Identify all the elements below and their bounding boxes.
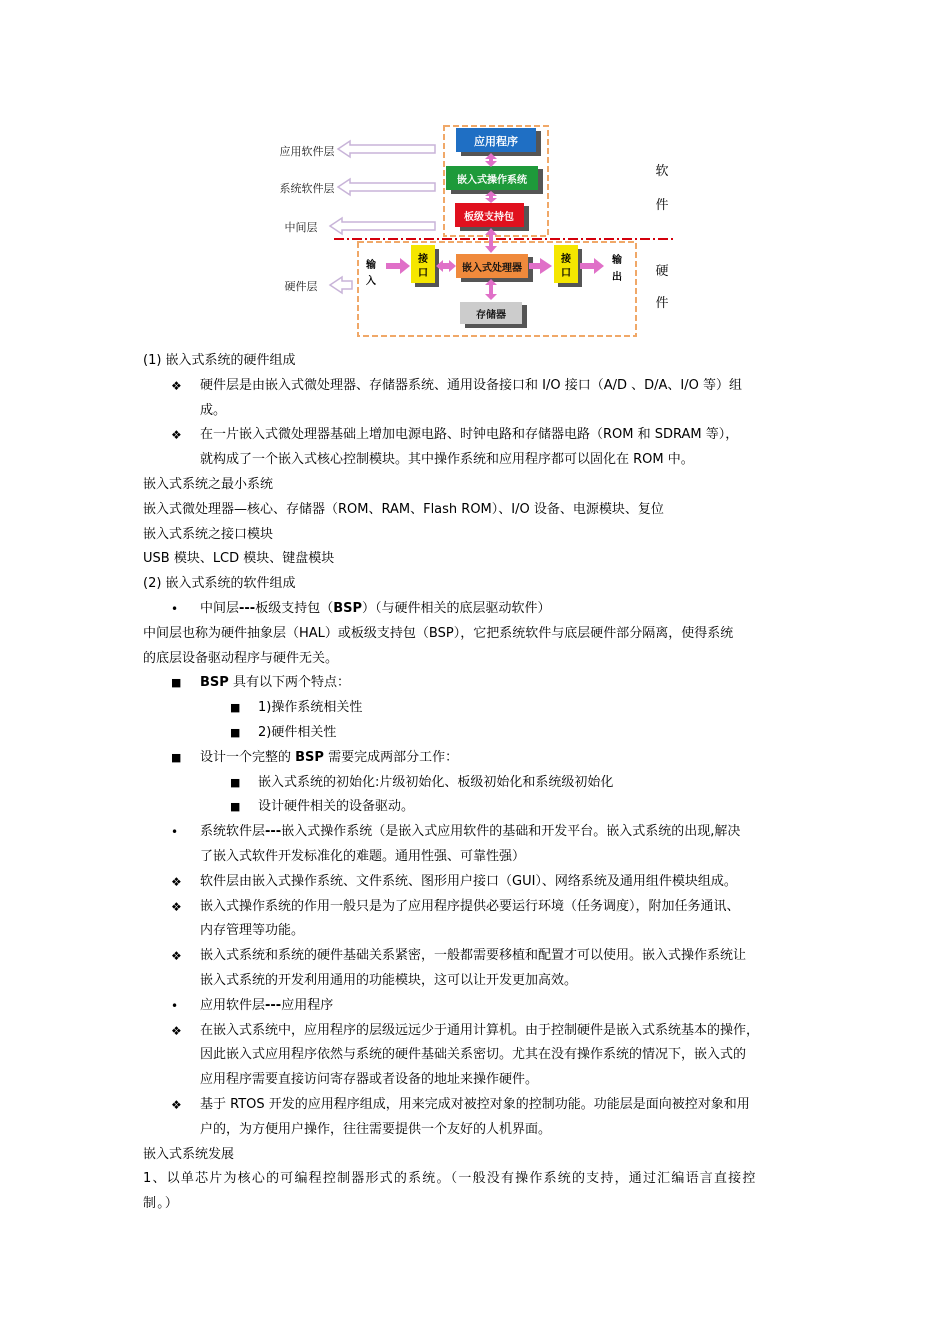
bullet-text: 应用程序 xyxy=(281,997,334,1013)
bullet-rtos xyxy=(143,1093,823,1118)
label-system-layer: 系统软件层 xyxy=(279,182,335,195)
heading-development xyxy=(143,1143,823,1168)
heading-hardware-text: (1) 嵌入式系统的硬件组成 xyxy=(143,353,296,368)
paragraph-text: 1、以单芯片为核心的可编程控制器形式的系统。（一般没有操作系统的支持，通过汇编语言直接控 xyxy=(143,1171,757,1187)
architecture-diagram-svg xyxy=(0,0,950,350)
diamond-bullet-icon: ❖ xyxy=(171,378,182,393)
diamond-bullet-icon: ❖ xyxy=(171,1097,182,1112)
square-bullet-icon: ■ xyxy=(230,775,241,789)
square-bullet-icon: ■ xyxy=(171,750,182,764)
square-bullet-icon: ■ xyxy=(230,725,241,739)
paragraph xyxy=(143,498,823,523)
bullet-text: 软件层由嵌入式操作系统、文件系统、图形用户接口（GUI）、网络系统及通用组件模块组成。 xyxy=(200,873,737,889)
input-label-1: 输 xyxy=(366,260,376,271)
dot-bullet-icon: • xyxy=(171,998,179,1013)
bullet-text: ）（与硬件相关的底层驱动软件） xyxy=(362,600,551,616)
paragraph xyxy=(143,622,823,647)
bullet-continuation xyxy=(143,1118,823,1143)
bullet-text: 需要完成两部分工作： xyxy=(323,749,459,765)
label-middle-layer: 中间层 xyxy=(284,221,318,234)
sub-bullet-text: 设计硬件相关的设备驱动。 xyxy=(258,799,415,815)
diamond-bullet-icon: ❖ xyxy=(171,428,182,443)
output-label-1: 输 xyxy=(612,255,622,266)
port-left-label-2: 口 xyxy=(418,268,428,279)
bullet-text-bold: BSP xyxy=(295,749,324,765)
diamond-bullet-icon: ❖ xyxy=(171,899,182,914)
sub-bullet xyxy=(143,721,823,746)
bullet-core-module xyxy=(143,423,823,448)
os-block-label: 嵌入式操作系统 xyxy=(457,175,527,186)
bullet-text-bold: BSP xyxy=(200,675,229,691)
bullet-text: 嵌入式操作系统的作用一般只是为了应用程序提供必要运行环境（任务调度），附加任务通讯、 xyxy=(200,898,740,914)
diamond-bullet-icon: ❖ xyxy=(171,874,182,889)
square-bullet-icon: ■ xyxy=(171,676,182,690)
bullet-text: 嵌入式系统和系统的硬件基础关系紧密，一般都需要移植和配置才可以使用。嵌入式操作系统让 xyxy=(200,948,747,964)
bullet-continuation xyxy=(143,845,823,870)
bullet-continuation xyxy=(143,1043,823,1068)
bullet-text: 应用软件层 xyxy=(200,997,266,1013)
sub-bullet xyxy=(143,696,823,721)
bullet-text-bold: --- xyxy=(265,997,282,1013)
sub-bullet-text: 2)硬件相关性 xyxy=(258,724,337,740)
arrow-cpu-memory xyxy=(485,279,497,300)
diamond-bullet-icon: ❖ xyxy=(171,949,182,964)
bullet-text: 硬件层是由嵌入式微处理器、存储器系统、通用设备接口和 I/O 接口（A/D 、D/A、I/O 等）组 xyxy=(200,377,742,393)
paragraph xyxy=(143,647,823,672)
bullet-continuation xyxy=(143,448,823,473)
paragraph xyxy=(143,1192,823,1217)
bullet-software-layer xyxy=(143,870,823,895)
heading-hardware xyxy=(143,349,823,374)
port-left-label-1: 接 xyxy=(418,254,428,265)
bullet-text: 具有以下两个特点： xyxy=(228,675,350,691)
memory-block-label: 存储器 xyxy=(476,310,506,321)
label-hardware-layer: 硬件层 xyxy=(284,280,318,293)
paragraph-text: 嵌入式系统之接口模块 xyxy=(143,526,274,542)
bullet-text: 设计一个完整的 xyxy=(200,749,296,765)
arrow-bsp-cpu xyxy=(485,228,497,253)
bullet-text: 成。 xyxy=(200,402,227,418)
dot-bullet-icon: • xyxy=(171,601,179,616)
heading-software xyxy=(143,572,823,597)
diamond-bullet-icon: ❖ xyxy=(171,1023,182,1038)
heading-software-text: (2) 嵌入式系统的软件组成 xyxy=(143,576,296,592)
bullet-text: 在嵌入式系统中，应用程序的层级远远少于通用计算机。由于控制硬件是嵌入式系统基本的操作， xyxy=(200,1022,760,1038)
bullet-text: 嵌入式系统的开发利用通用的功能模块，这可以让开发更加高效。 xyxy=(200,972,578,988)
document-body xyxy=(143,349,823,1217)
paragraph xyxy=(143,547,823,572)
cpu-block-label: 嵌入式处理器 xyxy=(462,263,522,274)
system-layer-arrow xyxy=(338,179,435,195)
bullet-app-levels xyxy=(143,1019,823,1044)
bullet-continuation xyxy=(143,969,823,994)
side-hardware-2: 件 xyxy=(655,296,669,311)
side-software-1: 软 xyxy=(655,164,669,179)
arrow-input-port xyxy=(386,258,410,274)
bullet-text: 中间层 xyxy=(200,600,240,616)
port-right-label-2: 口 xyxy=(561,268,571,279)
bullet-app-layer xyxy=(143,994,823,1019)
bullet-middle-layer xyxy=(143,597,823,622)
arrow-port-output xyxy=(580,258,604,274)
middle-layer-arrow xyxy=(330,218,435,234)
bullet-os-porting xyxy=(143,944,823,969)
bullet-continuation xyxy=(143,1068,823,1093)
bullet-text: 基于 RTOS 开发的应用程序组成，用来完成对被控对象的控制功能。功能层是面向被控对象和用 xyxy=(200,1096,750,1112)
bullet-system-layer xyxy=(143,820,823,845)
bullet-text: 了嵌入式软件开发标准化的难题。通用性强、可靠性强） xyxy=(200,848,526,864)
input-label-2: 入 xyxy=(366,276,376,287)
bullet-text-bold: BSP xyxy=(333,600,363,616)
bullet-text: 应用程序需要直接访问寄存器或者设备的地址来操作硬件。 xyxy=(200,1072,539,1088)
bullet-text: 在一片嵌入式微处理器基础上增加电源电路、时钟电路和存储器电路（ROM 和 SDRAM 等）， xyxy=(200,427,739,443)
app-layer-arrow xyxy=(338,141,435,157)
bullet-text: 户的，为方便用户操作，往往需要提供一个友好的人机界面。 xyxy=(200,1121,552,1137)
output-label-2: 出 xyxy=(612,272,622,283)
side-software-2: 件 xyxy=(655,198,669,213)
bullet-text: 内存管理等功能。 xyxy=(200,923,305,939)
app-block-label: 应用程序 xyxy=(474,135,518,148)
paragraph-text: 中间层也称为硬件抽象层（HAL）或板级支持包（BSP），它把系统软件与底层硬件部分隔离，使得系统 xyxy=(143,625,734,641)
paragraph-text: USB 模块、LCD 模块、键盘模块 xyxy=(143,551,335,567)
bullet-os-role xyxy=(143,895,823,920)
bullet-continuation xyxy=(143,399,823,424)
square-bullet-icon: ■ xyxy=(230,701,241,715)
paragraph-text: 嵌入式微处理器—核心、存储器（ROM、RAM、Flash ROM）、I/O 设备、电源模块、复位 xyxy=(143,501,664,517)
paragraph xyxy=(143,473,823,498)
architecture-diagram xyxy=(0,0,950,350)
bsp-block-label: 板级支持包 xyxy=(464,212,514,223)
bullet-text: 嵌入式操作系统（是嵌入式应用软件的基础和开发平台。嵌入式系统的出现,解决 xyxy=(281,824,741,840)
bullet-bsp-features xyxy=(143,671,823,696)
port-right-label-1: 接 xyxy=(561,254,571,265)
bullet-text: 板级支持包（ xyxy=(255,600,334,616)
bullet-text: 因此嵌入式应用程序依然与系统的硬件基础关系密切。尤其在没有操作系统的情况下，嵌入式的 xyxy=(200,1047,747,1063)
paragraph xyxy=(143,1167,823,1192)
bullet-text: 系统软件层 xyxy=(200,824,266,840)
bullet-bsp-work xyxy=(143,746,823,771)
paragraph xyxy=(143,523,823,548)
bullet-text: 就构成了一个嵌入式核心控制模块。其中操作系统和应用程序都可以固化在 ROM 中。 xyxy=(200,452,694,468)
label-app-layer: 应用软件层 xyxy=(279,145,335,158)
paragraph-text: 的底层设备驱动程序与硬件无关。 xyxy=(143,650,339,666)
bullet-continuation xyxy=(143,919,823,944)
sub-bullet xyxy=(143,771,823,796)
dot-bullet-icon: • xyxy=(171,825,179,840)
paragraph-text: 嵌入式系统发展 xyxy=(143,1146,235,1162)
hardware-layer-arrow xyxy=(330,277,352,293)
sub-bullet-text: 1)操作系统相关性 xyxy=(258,700,363,716)
side-hardware-1: 硬 xyxy=(655,264,669,279)
bullet-hardware-layer xyxy=(143,374,823,399)
sub-bullet xyxy=(143,795,823,820)
bullet-text-bold: --- xyxy=(265,824,282,840)
paragraph-text: 嵌入式系统之最小系统 xyxy=(143,476,274,492)
sub-bullet-text: 嵌入式系统的初始化:片级初始化、板级初始化和系统级初始化 xyxy=(258,774,614,790)
paragraph-text: 制。） xyxy=(143,1196,180,1212)
square-bullet-icon: ■ xyxy=(230,800,241,814)
bullet-text-bold: --- xyxy=(239,600,256,616)
